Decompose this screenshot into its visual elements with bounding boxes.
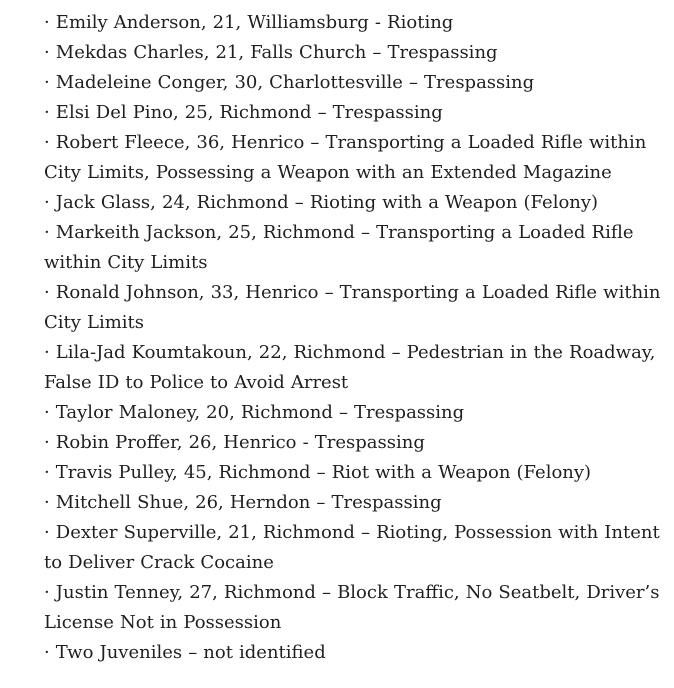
list-item: · Dexter Superville, 21, Richmond – Rioting, Possession with Intent to Deliver Crack Cocaine: [44, 522, 660, 573]
list-item: · Taylor Maloney, 20, Richmond – Trespassing: [44, 402, 465, 423]
list-item: · Justin Tenney, 27, Richmond – Block Traffic, No Seatbelt, Driver’s License Not in Possession: [44, 582, 660, 633]
list-item: · Madeleine Conger, 30, Charlottesville – Trespassing: [44, 72, 535, 93]
list-item: · Mekdas Charles, 21, Falls Church – Trespassing: [44, 42, 498, 63]
list-item: · Ronald Johnson, 33, Henrico – Transporting a Loaded Rifle within City Limits: [44, 282, 661, 333]
list-item: · Markeith Jackson, 25, Richmond – Transporting a Loaded Rifle within City Limits: [44, 222, 634, 273]
list-item: · Two Juveniles – not identified: [44, 642, 326, 663]
list-item: · Elsi Del Pino, 25, Richmond – Trespassing: [44, 102, 443, 123]
list-item: · Robert Fleece, 36, Henrico – Transporting a Loaded Rifle within City Limits, Possessing a Weapon with an Extended Magazine: [44, 132, 647, 183]
list-item: · Robin Proffer, 26, Henrico - Trespassing: [44, 432, 425, 453]
list-item: · Mitchell Shue, 26, Herndon – Trespassing: [44, 492, 442, 513]
list-item: · Travis Pulley, 45, Richmond – Riot with a Weapon (Felony): [44, 462, 592, 483]
list-item: · Emily Anderson, 21, Williamsburg - Rioting: [44, 12, 454, 33]
list-item: · Jack Glass, 24, Richmond – Rioting with a Weapon (Felony): [44, 192, 599, 213]
list-item: · Lila-Jad Koumtakoun, 22, Richmond – Pedestrian in the Roadway, False ID to Police to Avoid Arrest: [44, 342, 656, 393]
